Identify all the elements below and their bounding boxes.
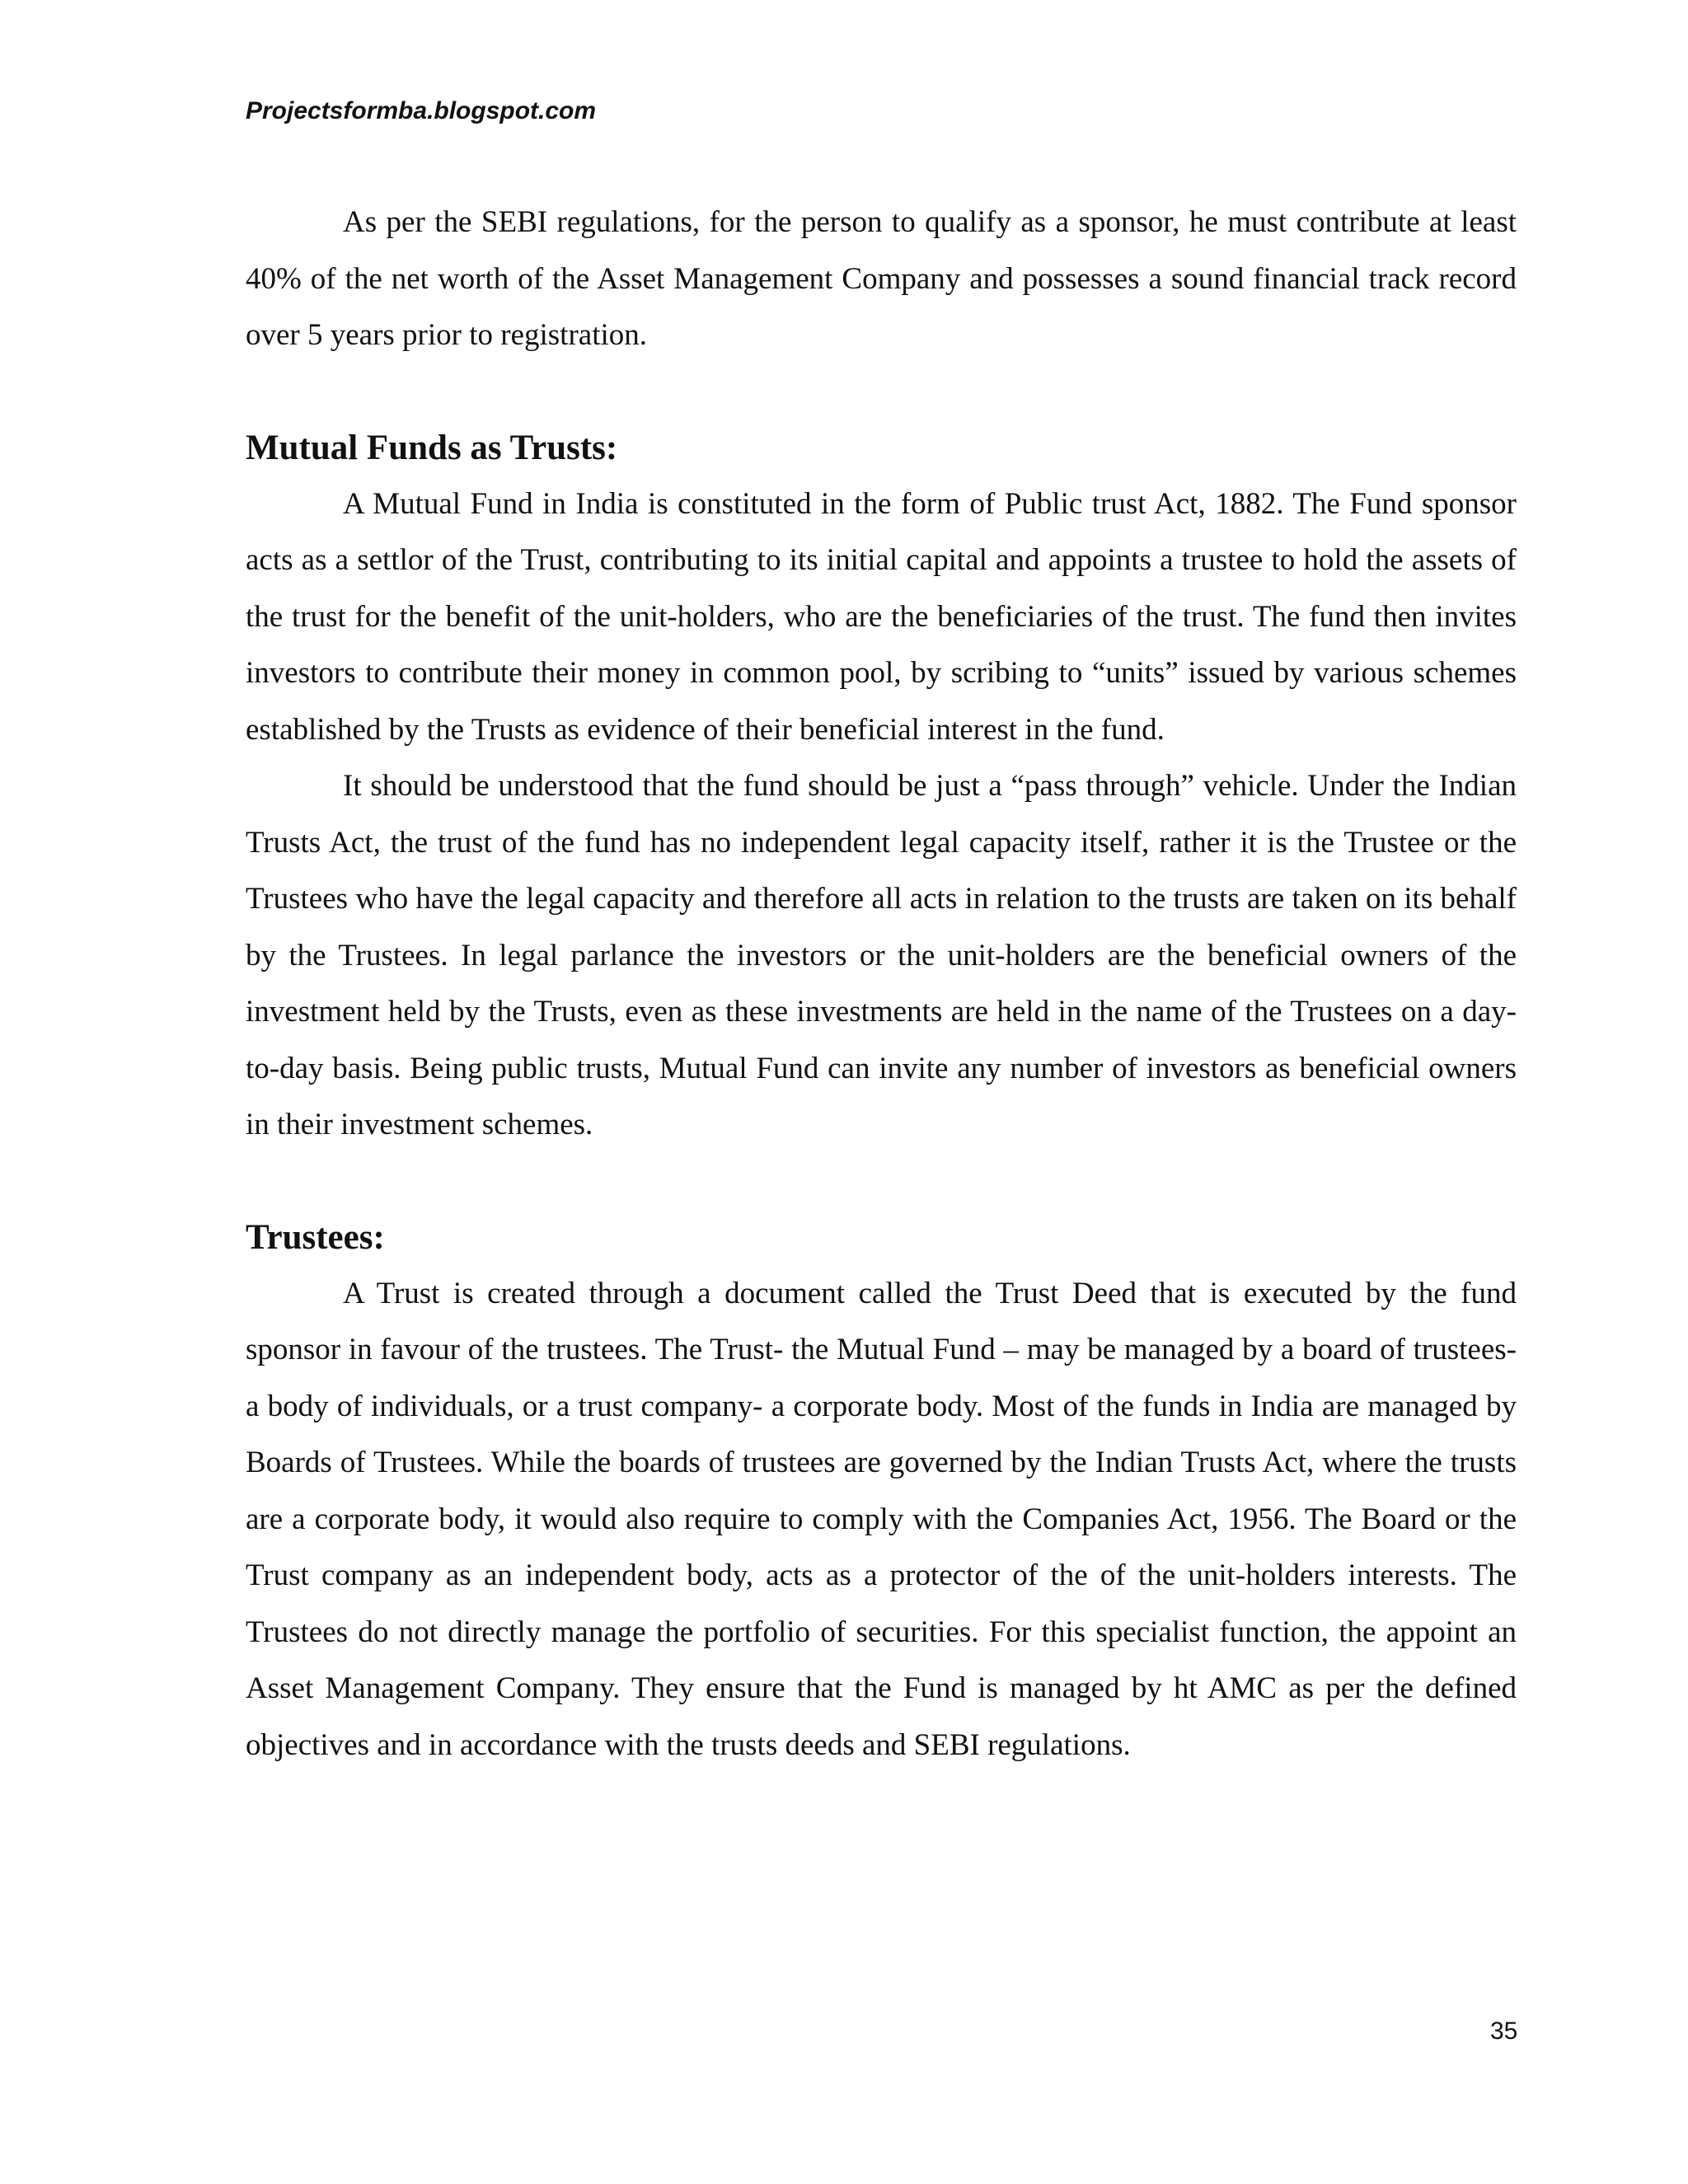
spacer bbox=[246, 364, 1517, 420]
heading-trustees: Trustees: bbox=[246, 1217, 385, 1257]
page-header-site: Projectsformba.blogspot.com bbox=[246, 97, 597, 124]
trustees-paragraph-1: A Trust is created through a document called the Trust Deed that is executed by the fund sponsor in favour of the trustees. The Trust- the Mutual Fund – may be managed by a board of trustees- a body of individuals, or a trust company- a corporate body. Most of the funds in India are managed by Boards of Trustees. While the boards of trustees are governed by the Indian Trusts Act, where the trusts are a corporate body, it would also require to comply with the Companies Act, 1956. The Board or the Trust company as an independent body, acts as a protector of the of the unit-holders interests. The Trustees do not directly manage the portfolio of securities. For this specialist function, the appoint an Asset Management Company. They ensure that the Fund is managed by ht AMC as per the defined objectives and in accordance with the trusts deeds and SEBI regulations. bbox=[246, 1276, 1517, 1762]
page-body bbox=[246, 194, 1517, 1774]
trusts-paragraph-2: It should be understood that the fund should be just a “pass through” vehicle. Under the Indian Trusts Act, the trust of the fund has no independent legal capacity itself, rather it is the Trustee or the Trustees who have the legal capacity and therefore all acts in relation to the trusts are taken on its behalf by the Trustees. In legal parlance the investors or the unit-holders are the beneficial owners of the investment held by the Trusts, even as these investments are held in the name of the Trustees on a day-to-day basis. Being public trusts, Mutual Fund can invite any number of investors as beneficial owners in their investment schemes. bbox=[246, 769, 1517, 1141]
spacer bbox=[246, 1154, 1517, 1210]
intro-paragraph: As per the SEBI regulations, for the person to qualify as a sponsor, he must contribute at least 40% of the net worth of the Asset Management Company and possesses a sound financial track record over 5 years prior to registration. bbox=[246, 205, 1517, 352]
trusts-paragraph-1: A Mutual Fund in India is constituted in the form of Public trust Act, 1882. The Fund sponsor acts as a settlor of the Trust, contributing to its initial capital and appoints a trustee to hold the assets of the trust for the benefit of the unit-holders, who are the beneficiaries of the trust. The fund then invites investors to contribute their money in common pool, by scribing to “units” issued by various schemes established by the Trusts as evidence of their beneficial interest in the fund. bbox=[246, 486, 1517, 747]
heading-mutual-funds-as-trusts: Mutual Funds as Trusts: bbox=[246, 428, 618, 467]
page-number: 35 bbox=[1490, 2018, 1518, 2045]
